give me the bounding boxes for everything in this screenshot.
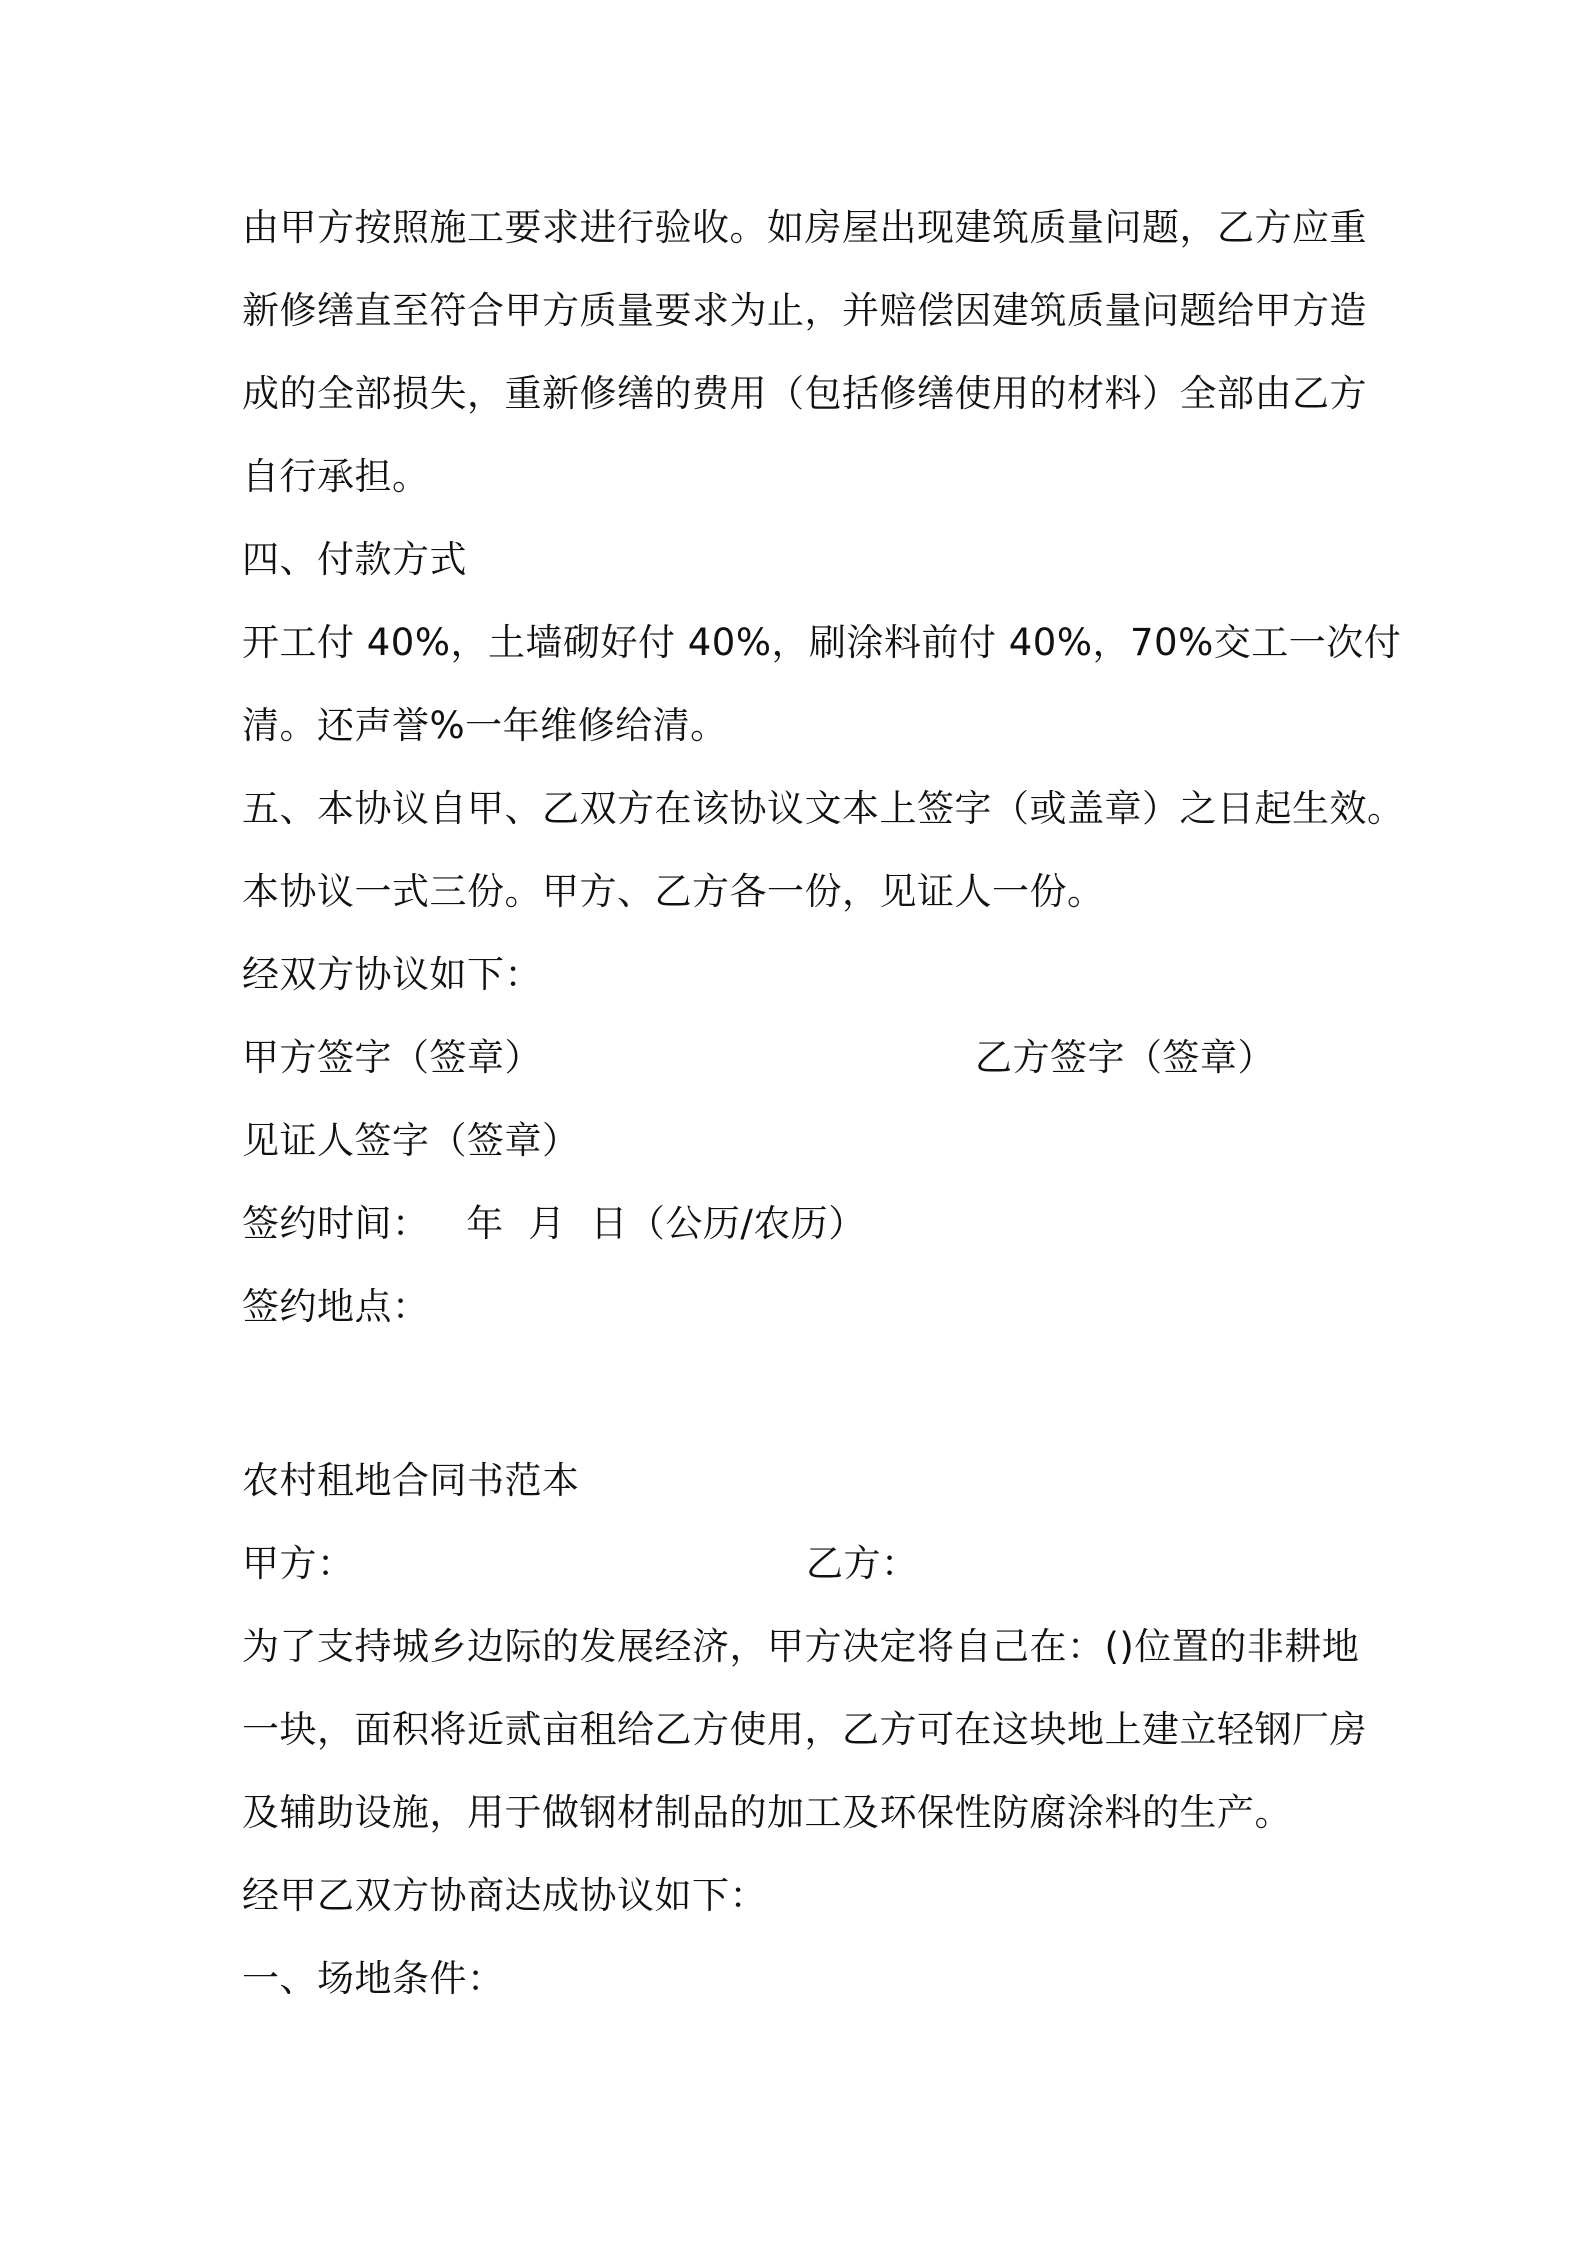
paragraph-line: 及辅助设施，用于做钢材制品的加工及环保性防腐涂料的生产。: [242, 1791, 1292, 1834]
section-heading-site: 一、场地条件：: [242, 1957, 505, 2000]
paragraph-line: 开工付 40%，土墙砌好付 40%，刷涂料前付 40%，70%交工一次付: [242, 621, 1402, 664]
clause-copies: 本协议一式三份。甲方、乙方各一份，见证人一份。: [242, 870, 1105, 913]
document-title: 农村租地合同书范本: [242, 1459, 580, 1502]
party-a-label: 甲方：: [242, 1542, 355, 1585]
witness-signature: 见证人签字（签章）: [242, 1119, 580, 1162]
agreed-text: 经甲乙双方协商达成协议如下：: [242, 1874, 767, 1917]
paragraph-line: 由甲方按照施工要求进行验收。如房屋出现建筑质量问题，乙方应重: [242, 206, 1367, 249]
sign-date: 签约时间： 年 月 日（公历/农历）: [242, 1202, 866, 1245]
paragraph-line: 成的全部损失，重新修缮的费用（包括修缮使用的材料）全部由乙方: [242, 372, 1367, 415]
agreed-text: 经双方协议如下：: [242, 953, 542, 996]
sign-place: 签约地点：: [242, 1285, 430, 1328]
paragraph-line: 一块，面积将近贰亩租给乙方使用，乙方可在这块地上建立轻钢厂房: [242, 1708, 1367, 1751]
clause-effective: 五、本协议自甲、乙双方在该协议文本上签字（或盖章）之日起生效。: [242, 787, 1405, 830]
paragraph-line: 为了支持城乡边际的发展经济，甲方决定将自己在：()位置的非耕地: [242, 1625, 1360, 1668]
paragraph-line: 自行承担。: [242, 455, 430, 498]
party-b-signature: 乙方签字（签章）: [975, 1036, 1275, 1079]
paragraph-line: 清。还声誉%一年维修给清。: [242, 704, 728, 747]
paragraph-line: 新修缮直至符合甲方质量要求为止，并赔偿因建筑质量问题给甲方造: [242, 289, 1367, 332]
party-b-label: 乙方：: [806, 1542, 919, 1585]
section-heading-payment: 四、付款方式: [242, 538, 467, 581]
party-a-signature: 甲方签字（签章）: [242, 1036, 542, 1079]
